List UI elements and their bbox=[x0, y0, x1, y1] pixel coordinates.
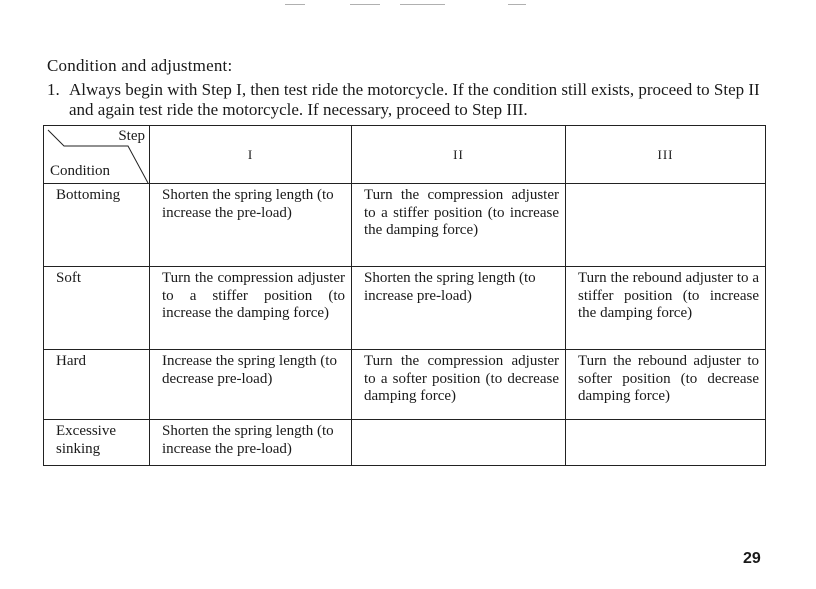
corner-step-label: Step bbox=[118, 128, 145, 144]
table-header-row bbox=[44, 126, 766, 184]
column-header-step-3: III bbox=[566, 126, 766, 184]
instruction-step bbox=[47, 80, 777, 120]
page-top-marks bbox=[0, 0, 816, 10]
corner-condition-label: Condition bbox=[50, 162, 111, 179]
step-3-cell bbox=[566, 184, 766, 267]
section-heading: Condition and adjustment: bbox=[47, 56, 233, 75]
column-header-step-2: II bbox=[352, 126, 566, 184]
condition-cell: Excessive sinking bbox=[44, 420, 150, 466]
step-3-cell: Turn the rebound adjuster to softer position (to decrease damping force) bbox=[566, 350, 766, 420]
adjustment-table bbox=[43, 125, 766, 466]
page-number: 29 bbox=[743, 550, 761, 567]
step-3-cell: Turn the rebound adjuster to a stiffer position (to increase the damping force) bbox=[566, 267, 766, 350]
step-1-cell: Increase the spring length (to decrease pre-load) bbox=[150, 350, 352, 420]
table-row-hard bbox=[44, 350, 766, 420]
step-1-cell: Shorten the spring length (to increase the pre-load) bbox=[150, 184, 352, 267]
step-number: 1. bbox=[47, 80, 60, 99]
step-1-cell: Shorten the spring length (to increase the pre-load) bbox=[150, 420, 352, 466]
column-header-step-1: I bbox=[150, 126, 352, 184]
step-2-cell: Turn the compression adjuster to a stiffer position (to increase the damping force) bbox=[352, 184, 566, 267]
table-row-excessive-sinking bbox=[44, 420, 766, 466]
condition-cell: Soft bbox=[44, 267, 150, 350]
step-3-cell bbox=[566, 420, 766, 466]
step-text: Always begin with Step I, then test ride the motorcycle. If the condition still exists, proceed to Step II and again test ride the motorcycle. If necessary, proceed to Step III. bbox=[69, 80, 760, 119]
step-2-cell: Shorten the spring length (to increase pre-load) bbox=[352, 267, 566, 350]
condition-cell: Hard bbox=[44, 350, 150, 420]
table-row-bottoming bbox=[44, 184, 766, 267]
table-corner-cell bbox=[44, 126, 150, 184]
table-row-soft bbox=[44, 267, 766, 350]
step-1-cell: Turn the compression adjuster to a stiffer position (to increase the damping force) bbox=[150, 267, 352, 350]
condition-cell: Bottoming bbox=[44, 184, 150, 267]
step-2-cell bbox=[352, 420, 566, 466]
step-2-cell: Turn the compression adjuster to a softer position (to decrease damping force) bbox=[352, 350, 566, 420]
